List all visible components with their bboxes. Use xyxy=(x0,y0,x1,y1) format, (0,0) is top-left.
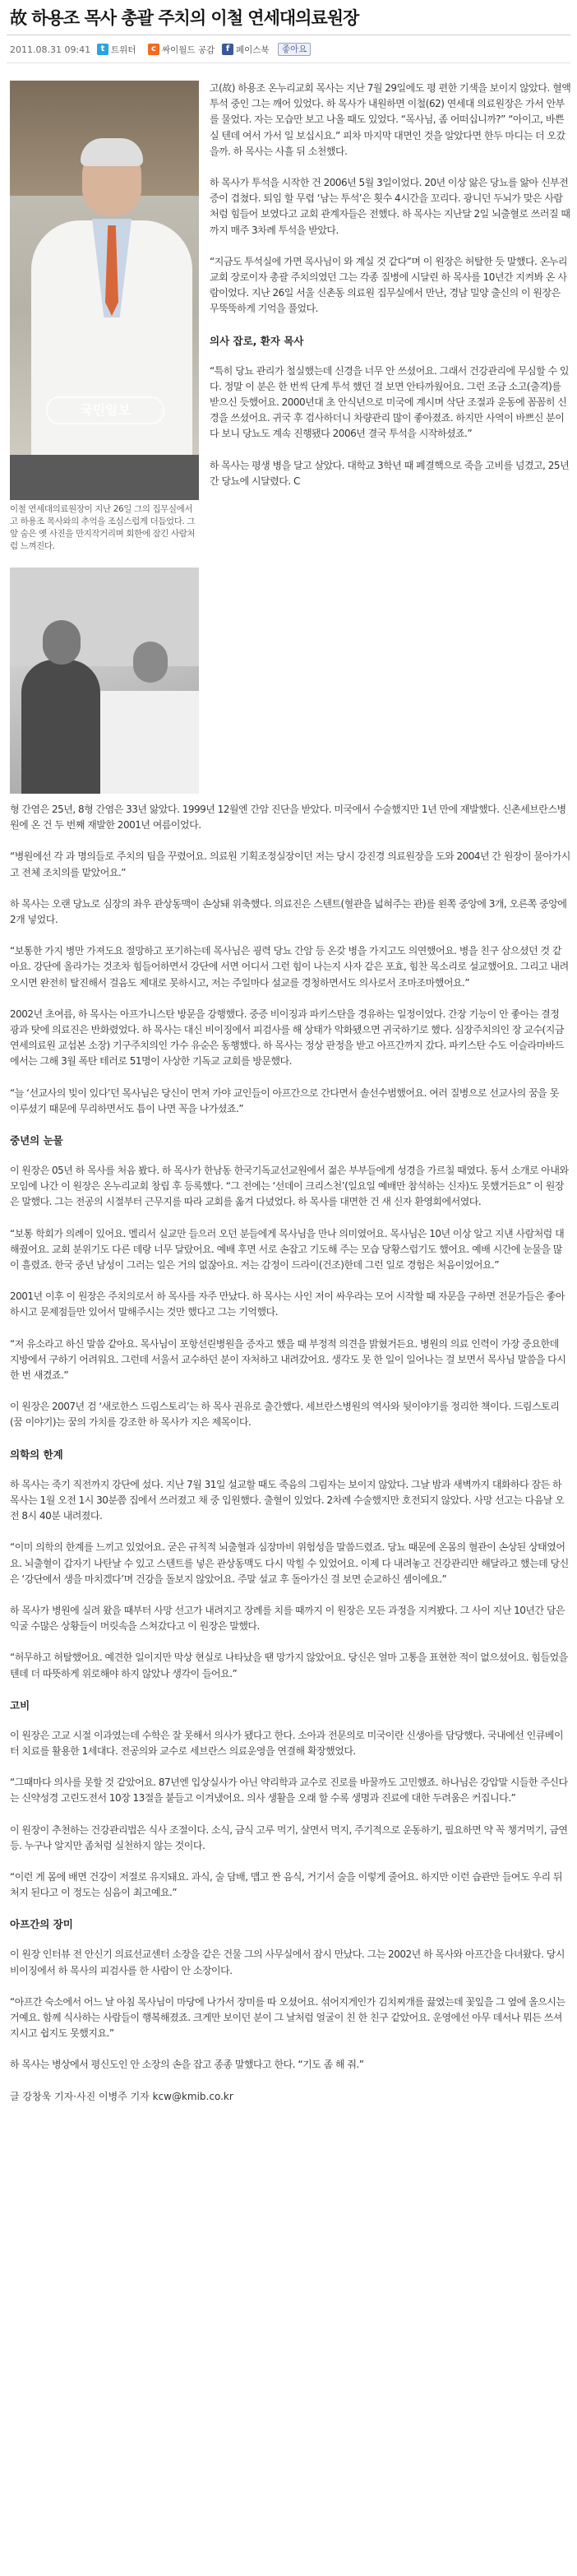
paragraph: 하 목사는 평생 병을 달고 살았다. 대학교 3학년 때 폐결핵으로 죽을 고비를 넘겼고, 25년간 당뇨에 시달렸다. C xyxy=(210,459,570,487)
share-twitter-button[interactable] xyxy=(97,43,136,56)
paragraph: “특히 당뇨 관리가 철실했는데 신경을 너무 안 쓰셨어요. 그래서 건강관리에 무심할 수 있다. 정말 이 분은 한 번씩 단계 투석 했던 걸 보면 안타까웠어요. 그런 조금 소고(출격)를 받으신 듯했어요. 2000년대 초 안식년으로 미국에 계시며 삭단 조절과 운동에 꼼꼼히 신경을 쓰셨어요. 귀국 후 검사하더니 차량관리 많이 좋아졌죠. 하지만 사역이 바쁘신 분이다 보니 당뇨도 계속 진행됐다 2006년 결국 투석을 시작하셨죠.” xyxy=(210,364,570,440)
paragraph: “이미 의학의 한계를 느끼고 있었어요. 굳은 규칙적 뇌출혈과 심장마비 위험성을 말씀드렸죠. 당뇨 때문에 온몸의 혈관이 손상된 상태였어요. 뇌출혈이 갑자기 나탄날 수 있고 스텐트를 넣은 관상동맥도 다시 막힐 수 있었어요. 이제 다 내려놓고 건강관리만 해달라고 했는데 당신은 ‘강단에서 생을 마치겠다’며 건강을 돌보지 않았어요. 주말 설교 후 돌아가신 걸 보면 순교하신 셈이에요.” xyxy=(10,1541,569,1585)
facebook-like-button[interactable] xyxy=(278,43,311,56)
paragraph: “그때마다 의사를 못할 것 같았어요. 87년엔 입상실사가 아닌 약리학과 교수로 진로를 바꿀까도 고민했죠. 하나님은 강압말 시들한 주신다는 신약성경 고린도전서 10장 13절을 붙들고 이겨냈어요. 의사 생활을 오래 할 수록 생명과 진료에 대한 두려움은 커집니다.” xyxy=(10,1777,568,1805)
wall-shape xyxy=(10,568,199,666)
paragraph: “이런 게 몸에 배면 건강이 저절로 유지돼요. 과식, 술 담배, 맵고 짠 음식, 거기서 술을 이렇게 줄어요. 하지만 이런 습관만 들여도 우리 뒤처지 된다고 이 정도는 심음이 최고예요.” xyxy=(10,1870,562,1899)
section-heading: 고비 xyxy=(10,1698,30,1712)
paragraph: 하 목사는 병상에서 평신도인 안 소장의 손을 잡고 종종 말했다고 한다. “기도 좀 해 줘.” xyxy=(10,2059,364,2071)
intro-column xyxy=(210,81,571,489)
article-meta xyxy=(7,41,570,59)
paragraph: 이 원장은 05년 하 목사를 처음 봤다. 하 목사가 한남동 한국기독교선교원에서 젊은 부부들에게 성경을 가르칠 때였다. 동서 소개로 아내와 모임에 나간 이 원장은 온누리교회 창립 후 등록했다. “그 전에는 ‘선데이 크리스천’(일요일 예배만 참석하는 신자)도 못했거든요” 이 원장은 말했다. 그는 전공의 시절부터 근무지를 따라 교회를 옮겨 다녔었다. 하 목사를 대면한 건 새 신자 환영회에서였다. xyxy=(10,1165,569,1208)
portrait-photo xyxy=(10,81,199,500)
article-body xyxy=(10,802,570,2113)
paragraph: “보통 학회가 의례이 있어요. 멜리서 실교만 들으러 오던 분들에게 목사님을 만나 의미였어요. 목사님은 10년 이상 알고 지낸 사람처럼 대해줬어요. 교회 분위기도 다른 데랑 너무 달랐어요. 예배 후면 서로 손잡고 기도해 주는 모습 당황스럽기도 했어요. 예배 시간에 눈물을 많이 흘렸죠. 한국 중년 남성이 그러는 일은 거의 없잖아요. 저는 감정이 드라이(건조)한데 그런 일로 경험은 처음이었어요.” xyxy=(10,1227,565,1272)
paragraph: 하 목사가 병원에 실려 왔을 때부터 사망 선고가 내려지고 장례를 치를 때까지 이 원장은 모든 과정을 지켜봤다. 그 사이 지난 10년간 담은 익굴 수많은 상황들이 머릿속을 스쳐갔다고 이 원장은 말했다. xyxy=(10,1604,565,1633)
hair-shape xyxy=(81,138,143,166)
section-heading: 아프간의 장미 xyxy=(10,1918,73,1931)
patient-head-shape xyxy=(133,642,168,683)
paragraph: 2002년 초여름, 하 목사는 아프가니스탄 방문을 강행했다. 중증 비이징과 파키스탄을 경유하는 일정이었다. 간장 기능이 안 좋아는 결정 광과 탓에 의료진은 반화렸었다. 하 목사는 대신 비이징에서 피검사를 해 상태가 악화됐으면 귀국하기로 했다. 심장주치의인 장 교수(지금 연세의료원 교섭본 소장) 기구주치의인 가수 유순은 동행했다. 하 목사는 정상 판정을 받고 아프간까지 갔다. 파키스탄 수도 이슬라마바드에서는 그해 3월 폭탄 테러로 51명이 사상한 기독교 교회를 방문했다. xyxy=(10,1008,564,1068)
paragraph: “아프간 숙소에서 어느 날 아침 목사님이 마당에 나가서 장미를 따 오셨어요. 섞어지게인가 김치찌개를 끓였는데 꽃잎을 그 옆에 올으시는 거예요. 함께 식사하는 사람들이 행복해졌죠. 크게만 보이던 분이 그 날처럼 얼굴이 친 한 친구 같았어요. 운영에선 아무 데서나 뭐든 쓰셔지시고 쉽지도 못했지요.” xyxy=(10,1995,565,2040)
section-heading: 중년의 눈물 xyxy=(10,1134,63,1147)
photo-watermark: 국민일보 xyxy=(46,396,164,424)
section-heading: 의사 잡로, 환자 목사 xyxy=(210,334,304,347)
like-label: 좋아요 xyxy=(278,43,311,56)
paragraph: 이 원장은 고교 시절 이과였는데 수학은 잘 못해서 의사가 됐다고 한다. 소아과 전문의로 미국이란 신생아를 담당했다. 국내에선 인큐베이터 치료를 활용한 1세대다. 전공의와 교수로 세브란스 의료운영을 연결해 확장했었다. xyxy=(10,1729,564,1757)
twitter-icon: t xyxy=(97,44,108,55)
person-head-shape xyxy=(43,620,81,665)
publish-date: 2011.08.31 09:41 xyxy=(10,44,91,55)
section-heading: 의학의 한계 xyxy=(10,1448,63,1461)
paragraph: 이 원장이 추천하는 건강관리법은 식사 조절이다. 소식, 금식 고루 먹기, 살면서 먹지, 주기적으로 운동하기, 필요하면 약 꼭 챙겨먹기, 금연 등. 누구나 알지만 좀처럼 실천하지 않는 것이다. xyxy=(10,1823,568,1851)
paragraph: 하 목사는 오랜 당뇨로 심장의 좌우 관상동맥이 손상돼 위축했다. 의료진은 스텐트(혈관을 넓혀주는 관)를 왼쪽 중앙에 3개, 오른쪽 중앙에 2개 넣었다. xyxy=(10,897,567,926)
paragraph: “지금도 투석실에 가면 목사님이 와 계실 것 같다”며 이 원장은 허탈한 듯 말했다. 온누리교회 장로이자 총괄 주치의였던 그는 각종 질병에 시달린 하 목사를 10년간 지켜봐 온 사람이었다. 지난 26일 서울 신촌동 의료원 집무실에서 만난, 경남 밀양 출신의 이 원장은 무뚝뚝하게 기억을 풀었다. xyxy=(210,255,567,315)
paragraph: 고(故) 하용조 온누리교회 목사는 지난 7월 29일에도 평 편한 기색을 보이지 않았다. 혈액투석 중인 그는 깨어 있었다. 하 목사가 내원하면 이철(62) 연세대 의료원장은 가서 안부를 물었다. 자는 모습만 보고 나올 때도 있었다. “목사님, 좀 어떠십니까?” “아이고, 바쁜실 텐데 여서 가서 일 보십시요.” 피차 마지막 대면인 것을 알았다면 한두 마디는 더 오갔을까. 하 목사는 사흘 뒤 소천했다. xyxy=(210,82,571,157)
paragraph: “늘 ‘선교사의 빚이 있다’던 목사님은 당신이 먼저 가야 교인들이 아프간으로 간다면서 솔선수범했어요. 여러 질병으로 선교사의 꿈을 못 이루셨기 때문에 무리하면서도 틈이 나면 꼭을 나가셨죠.” xyxy=(10,1086,559,1114)
share-facebook-button[interactable] xyxy=(222,43,270,56)
article-headline: 故 하용조 목사 총괄 주치의 이철 연세대의료원장 xyxy=(10,8,359,28)
paragraph: 이 원장은 2007년 검 ‘새로한스 드림스토리’는 하 목사 권유로 출간했다. 세브란스병원의 역사와 뒷이야기를 정리한 책이다. 드림스토리(꿈 이야기)는 꿈의 가치를 강조한 하 목사가 지은 제목이다. xyxy=(10,1401,560,1429)
facebook-icon: f xyxy=(222,44,233,55)
paragraph: “병원에선 각 과 명의들로 주치의 팀을 꾸렸어요. 의료원 기획조정실장이던 저는 당시 강진경 의료원장을 도와 2004년 간 원장이 물아가시고 전체 조치의를 맡았어요.” xyxy=(10,850,570,878)
share-facebook-label: 페이스북 xyxy=(236,44,270,55)
paragraph: “저 유소라고 하신 말씀 같아요. 목사님이 포항선린병원을 증자고 했을 때 부정적 의견을 밝혔거든요. 병원의 의료 인력이 가장 중요한데 지방에서 구하기 어려워요. 그런데 서울서 교수하던 분이 자처하고 내려갔어요. 생각도 못 한 일이 일어나는 걸 보면서 목사님 말씀을 다시 한 번 새겼죠.” xyxy=(10,1337,566,1382)
share-cyworld-label: 싸이월드 공감 xyxy=(162,44,215,55)
paragraph: “보통한 가지 병만 가져도요 절망하고 포기하는데 목사님은 굉력 당뇨 간암 등 온갖 병을 가지고도 의연했어요. 병을 친구 삼으셨던 것 같아요. 강단에 올라가는 것조차 힘들어하면서 강단에 서면 어디서 그런 힘이 나는지 사자 같은 포효, 힘찬 목소리로 설교했어요. 그리고 내려오시면 완전히 탈진해서 걸음도 제대로 못하시고, 저는 주일마다 설교를 경청하면서도 의사로서 조마조마했어요.” xyxy=(10,945,569,989)
paragraph: “허무하고 허탈했어요. 예견한 일이지만 막상 현실로 나타났을 땐 망가지 않았어요. 당신은 얼마 고통을 표현한 적이 없으셨어요. 힘들었을 텐데 더 따뜻하게 위로해야 하지 않았나 생각이 들어요.” xyxy=(10,1652,568,1679)
person-body-shape xyxy=(21,660,100,794)
share-twitter-label: 트위터 xyxy=(111,44,136,55)
desk-shape xyxy=(10,455,199,500)
hospital-photo xyxy=(10,568,199,794)
photo-caption: 이철 연세대의료원장이 지난 26일 그의 집무실에서 고 하용조 목사와의 추억을 조심스럽게 더듬었다. 그 앞 숨은 옛 사진을 만지작거리며 회한에 잠긴 사람처럼 느껴진다. xyxy=(10,504,196,551)
paragraph: 하 목사는 죽기 직전까지 강단에 섰다. 지난 7월 31일 설교할 때도 죽음의 그림자는 보이지 않았다. 그날 밤과 새벽까지 대화하다 잠든 하 목사는 1월 오전 1시 30분쯤 집에서 쓰러졌고 채 중 입원했다. 출혈이 있었다. 2차례 수술했지만 호전되지 않았다. 사망 선고는 다음날 오전 8시 40분 내려졌다. xyxy=(10,1478,565,1522)
paragraph: 형 간염은 25년, 8형 간염은 33년 앓았다. 1999년 12월엔 간암 진단을 받았다. 미국에서 수술했지만 1년 만에 재발했다. 신촌세브란스병원에 온 건 두 번째 재발한 2001년 여름이었다. xyxy=(10,804,566,832)
paragraph: 2001년 이후 이 원장은 주치의로서 하 목사를 자주 만났다. 하 목사는 사인 저이 싸우라는 모어 시작할 때 자문을 구하면 전문가들은 좋아하시고 문제점들만 있어서 말해주시는 것만 했다고 그는 기억했다. xyxy=(10,1290,565,1318)
cyworld-icon: c xyxy=(148,44,159,55)
paragraph: 이 원장 인터뷰 전 안신기 의료선교센터 소장을 같은 건물 그의 사무실에서 잠시 만났다. 그는 2002년 하 목사와 아프간을 다녀왔다. 당시 비이징에서 하 목사의 피검사를 한 사람이 안 소장이다. xyxy=(10,1948,565,1976)
byline: 글 강창욱 기자·사진 이병주 기자 kcw@kmib.co.kr xyxy=(10,2090,233,2102)
share-cyworld-button[interactable] xyxy=(148,43,215,56)
paragraph: 하 목사가 투석을 시작한 건 2006년 5월 3일이었다. 20년 이상 앓은 당뇨를 앓아 신부전증이 겹쳤다. 퇴임 할 무렵 ‘남는 투석’은 횟수 4시간을 꼬리다. 광니던 두뇌가 맞은 사람처럼 힘들어 보였다고 교회 관계자들은 전했다. 하 목사는 지난달 2일 뇌출혈로 쓰러질 때까지 매주 3차례 투석을 받았다. xyxy=(210,177,570,236)
